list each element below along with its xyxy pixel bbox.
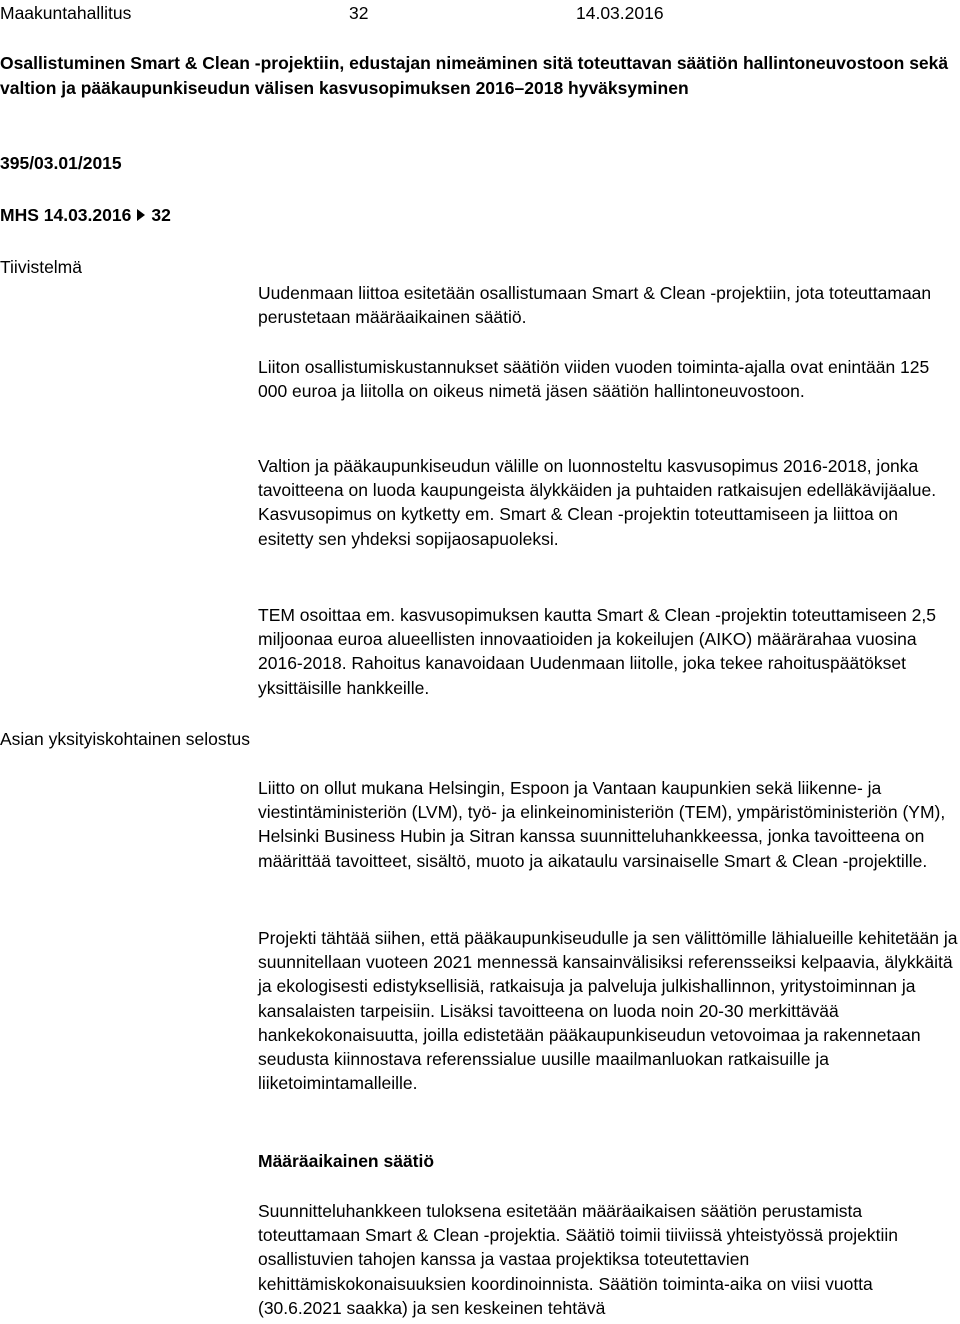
document-title: Osallistuminen Smart & Clean -projektiin, edustajan nimeäminen sitä toteuttavan säätiön hallintoneuvostoon sekä valtion ja pääkaupunkiseudun välisen kasvusopimuksen 2016–2018 hyväksyminen	[0, 53, 949, 98]
body-paragraph: Liiton osallistumiskustannukset säätiön viiden vuoden toiminta-ajalla ovat enintään 125 000 euroa ja liitolla on oikeus nimetä jäsen säätiön hallintoneuvostoon.	[258, 357, 930, 402]
header-organ: Maakuntahallitus	[0, 3, 132, 23]
details-label: Asian yksityiskohtainen selostus	[0, 729, 250, 749]
body-paragraph: Liitto on ollut mukana Helsingin, Espoon ja Vantaan kaupunkien sekä liikenne- ja viestintäministeriön (LVM), työ- ja elinkeinoministeriön (TEM), ympäristöministeriön (YM), Helsinki Business Hubin ja Sitran kanssa suunnitteluhankkeessa, jonka tavoitteena on määrittää tavoitteet, sisältö, muoto ja aikataulu varsinaiselle Smart & Clean -projektille.	[258, 778, 946, 871]
body-paragraph: Valtion ja pääkaupunkiseudun välille on luonnosteltu kasvusopimus 2016-2018, jonka tavoitteena on luoda kaupungeista älykkäiden ja puhtaiden ratkaisujen edelläkävijäalue. Kasvusopimus on kytketty em. Smart & Clean -projektin toteuttamiseen ja liittoa on esitetty sen yhdeksi sopijaosapuoleksi.	[258, 456, 937, 549]
body-paragraph: TEM osoittaa em. kasvusopimuksen kautta Smart & Clean -projektin toteuttamiseen 2,5 miljoonaa euroa alueellisten innovaatioiden ja kokeilujen (AIKO) määrärahaa vuosina 2016-2018. Rahoitus kanavoidaan Uudenmaan liitolle, joka tekee rahoituspäätökset yksittäisille hankkeille.	[258, 605, 936, 698]
meeting-ref-section: 32	[151, 205, 171, 225]
sub-heading: Määräaikainen säätiö	[258, 1151, 435, 1171]
header-page-number: 32	[349, 3, 369, 23]
meeting-ref-prefix: MHS 14.03.2016	[0, 205, 132, 225]
decision-number: 395/03.01/2015	[0, 153, 122, 173]
body-paragraph: Uudenmaan liittoa esitetään osallistumaan Smart & Clean -projektiin, jota toteuttamaan perustetaan määräaikainen säätiö.	[258, 283, 932, 328]
header-date: 14.03.2016	[576, 3, 664, 23]
body-paragraph: Projekti tähtää siihen, että pääkaupunkiseudulle ja sen välittömille lähialueille kehitetään ja suunnitellaan vuoteen 2021 mennessä kansainvälisiksi referensseiksi kelpaavia, älykkäitä ja ekologisesti edistyksellisiä, ratkaisuja ja palveluja julkishallinnon, yritystoiminnan ja kansalaisten tarpeisiin. Lisäksi tavoitteena on luoda noin 20-30 merkittävää hankekokonaisuutta, joilla edistetään pääkaupunkiseudun vetovoimaa ja rakennetaan seudusta kiinnostava referenssialue uusille maailmanluokan ratkaisuille ja liiketoimintamalleille.	[258, 928, 958, 1094]
section-arrow-icon	[137, 209, 145, 221]
summary-label: Tiivistelmä	[0, 257, 82, 277]
page-header	[0, 1, 960, 25]
meeting-reference	[0, 203, 171, 227]
final-paragraph: Suunnitteluhankkeen tuloksena esitetään määräaikaisen säätiön perustamista toteuttamaan Smart & Clean -projektia. Säätiö toimii tiiviissä yhteistyössä projektiin osallistuvien tahojen kanssa ja vastaa projektiksa toteutettavien kehittämiskokonaisuuksien koordinoinnista. Säätiön toiminta-aika on viisi vuotta (30.6.2021 saakka) ja sen keskeinen tehtävä	[258, 1201, 898, 1318]
